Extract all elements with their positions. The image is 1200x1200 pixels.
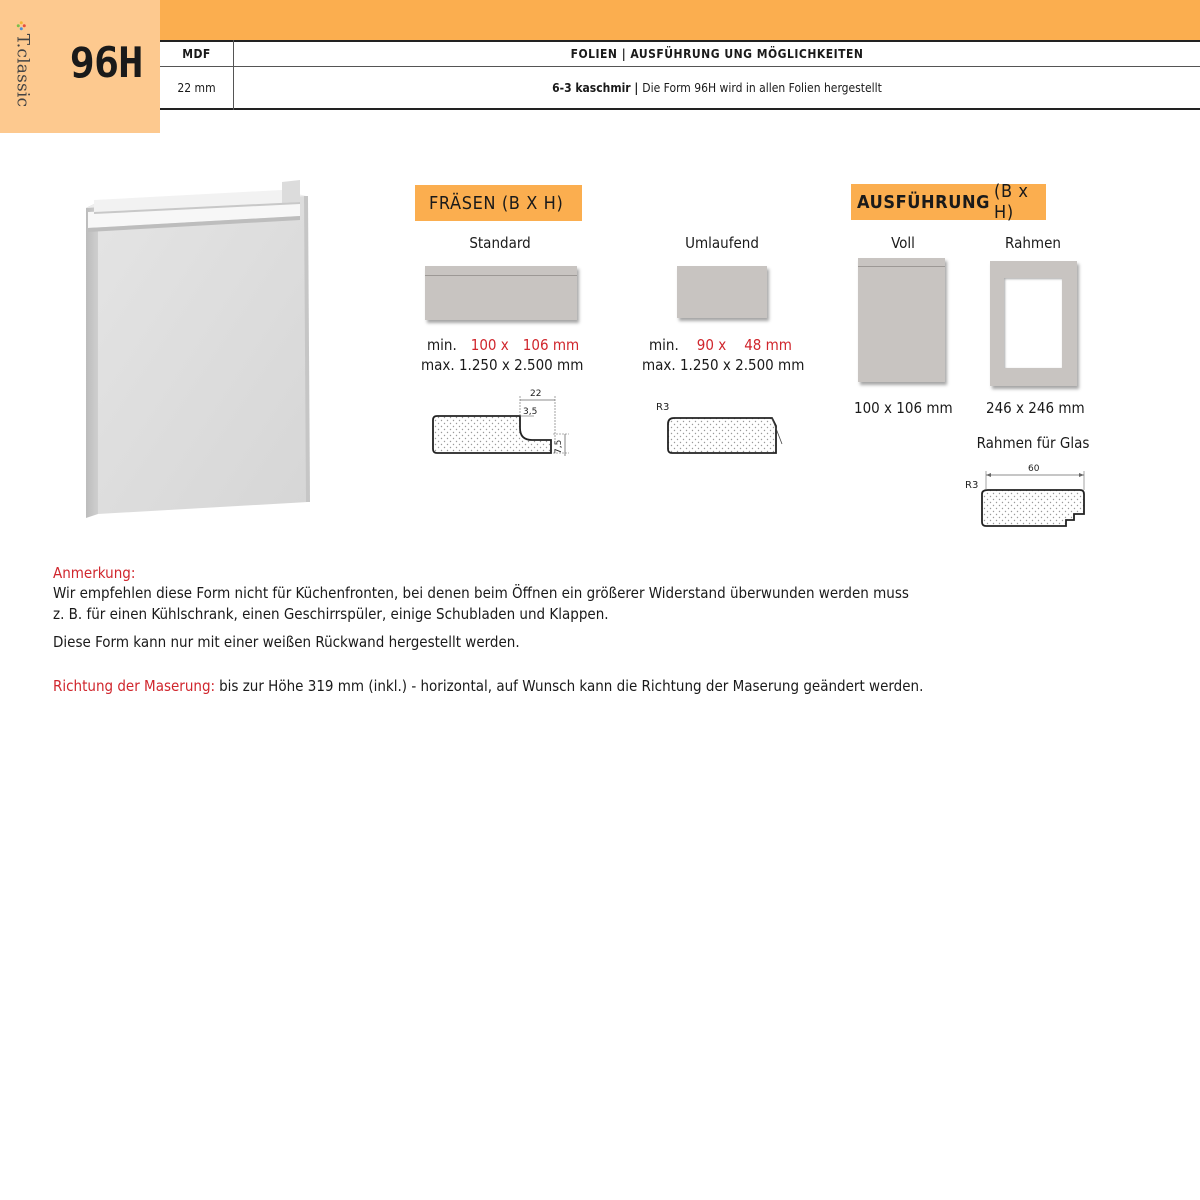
standard-dim-groove: 3,5	[523, 407, 538, 417]
ausfuehrung-label-bold: AUSFÜHRUNG	[857, 191, 991, 213]
rahmen-glas-title: Rahmen für Glas	[976, 434, 1090, 452]
brand-logo	[0, 14, 44, 114]
brand-name: T.classic	[12, 33, 33, 108]
material-header: MDF	[182, 47, 211, 61]
grain-direction	[53, 677, 923, 695]
model-code: 96H	[69, 38, 143, 87]
rahmen-size: 246 x 246 mm	[986, 399, 1085, 417]
umlaufend-min-label: min.	[649, 336, 679, 354]
rahmen-glas-width: 60	[1028, 464, 1040, 474]
rahmen-glas-profile-drawing	[962, 462, 1090, 530]
brand-box	[0, 0, 160, 133]
standard-profile-drawing	[425, 386, 575, 460]
umlaufend-radius: R3	[656, 402, 670, 413]
standard-dim-side: 7,5	[554, 439, 564, 454]
thickness-cell: 22 mm	[177, 80, 216, 95]
standard-max-size: max. 1.250 x 2.500 mm	[421, 356, 584, 374]
standard-min-size	[427, 336, 579, 354]
standard-min-width: 100 x	[470, 336, 509, 354]
standard-min-label: min.	[427, 336, 457, 354]
door-image	[78, 172, 318, 522]
description-bold: 6-3 kaschmir |	[552, 80, 639, 95]
umlaufend-min-width: 90 x	[696, 336, 727, 354]
standard-min-height: 106 mm	[522, 336, 580, 354]
grain-label: Richtung der Maserung:	[53, 677, 216, 695]
note-title: Anmerkung:	[53, 564, 136, 582]
ausfuehrung-label	[851, 181, 1046, 223]
fraesen-label: FRÄSEN (B X H)	[415, 185, 582, 221]
description-text: Die Form 96H wird in allen Folien hergestellt	[642, 80, 882, 95]
table-rule-bottom	[160, 108, 1200, 110]
header-table	[160, 40, 1200, 110]
voll-title: Voll	[891, 234, 915, 252]
note-line-2: z. B. für einen Kühlschrank, einen Geschirrspüler, einige Schubladen und Klappen.	[53, 605, 609, 623]
options-header: FOLIEN | AUSFÜHRUNG UNG MÖGLICHKEITEN	[570, 47, 864, 61]
rahmen-glas-radius: R3	[965, 480, 979, 491]
umlaufend-min-size	[649, 336, 792, 354]
note-line-1: Wir empfehlen diese Form nicht für Küchenfronten, bei denen beim Öffnen ein größerer Widerstand überwunden werden muss	[53, 584, 909, 602]
umlaufend-sample	[677, 266, 767, 318]
voll-sample	[858, 258, 945, 382]
note-line-3: Diese Form kann nur mit einer weißen Rückwand hergestellt werden.	[53, 633, 520, 651]
rahmen-sample	[990, 261, 1077, 386]
voll-size: 100 x 106 mm	[854, 399, 953, 417]
umlaufend-max-size: max. 1.250 x 2.500 mm	[642, 356, 805, 374]
standard-dim-top: 22	[530, 389, 542, 399]
description-cell	[234, 67, 1200, 108]
glass-window	[1004, 278, 1062, 368]
umlaufend-profile-drawing	[652, 396, 784, 458]
umlaufend-min-height: 48 mm	[744, 336, 792, 354]
rahmen-title: Rahmen	[1005, 234, 1061, 252]
standard-sample	[425, 266, 577, 320]
umlaufend-title: Umlaufend	[685, 234, 759, 252]
flower-dots-icon	[17, 21, 27, 31]
grain-text: bis zur Höhe 319 mm (inkl.) - horizontal, auf Wunsch kann die Richtung der Maserung geändert werden.	[219, 677, 924, 695]
header-band	[160, 0, 1200, 40]
standard-title: Standard	[469, 234, 531, 252]
ausfuehrung-label-rest: (B x H)	[994, 181, 1029, 223]
